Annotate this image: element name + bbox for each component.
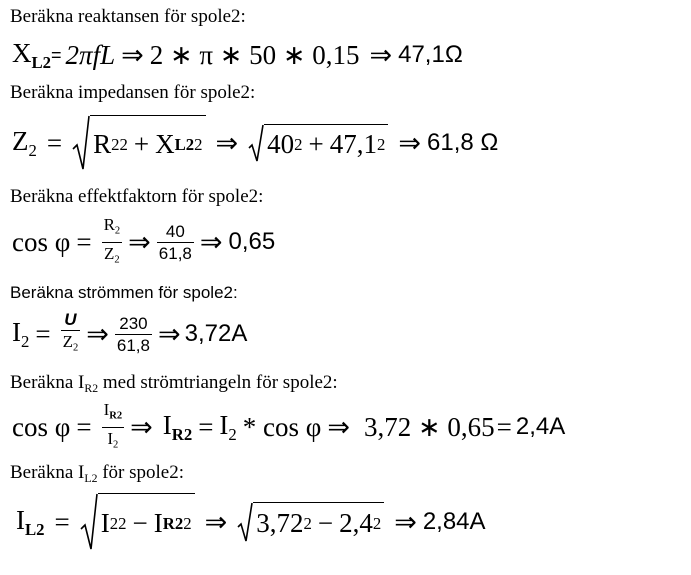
equals: = — [76, 411, 92, 442]
radical-sign-icon — [80, 493, 98, 551]
equation-impedance — [12, 112, 498, 174]
heading-current: Beräkna strömmen för spole2: — [10, 283, 238, 302]
implies-arrow: ⇒ — [130, 411, 153, 442]
radical-sign-icon — [248, 124, 264, 162]
implies-arrow: ⇒ — [398, 127, 421, 158]
sqrt-il2 — [80, 493, 195, 551]
equals: = — [46, 127, 63, 158]
implies-arrow: ⇒ — [157, 318, 181, 349]
i2-symbol: $I_2$ — [219, 409, 237, 444]
equation-il2 — [16, 490, 486, 554]
xl2-symbol: $X_{L2}$ — [12, 37, 52, 72]
ir2-substitution: 3,72 ∗ 0,65 — [364, 411, 495, 442]
fraction-r2-z2: $\frac{R_2}{Z_2}$ — [103, 214, 121, 266]
sqrt-numeric: 3,72 2 − 2,4 2 — [237, 502, 384, 542]
implies-arrow: ⇒ — [86, 318, 109, 349]
fraction-u-z2: $\frac{U}{Z_2}$ — [62, 310, 79, 354]
heading-impedance: Beräkna impedansen för spole2: — [10, 82, 256, 103]
sqrt-impedance — [72, 115, 205, 171]
implies-arrow: ⇒ — [215, 127, 239, 158]
cos-phi: cos φ — [12, 226, 71, 257]
implies-arrow: ⇒ — [369, 39, 393, 70]
reactance-substitution: 2 ∗ π ∗ 50 ∗ 0,15 — [149, 39, 360, 70]
implies-arrow: ⇒ — [327, 411, 350, 442]
equation-reactance — [12, 38, 463, 72]
ir2-symbol: $I_{R2}$ — [162, 409, 193, 444]
implies-arrow: ⇒ — [121, 39, 144, 70]
heading-power-factor: Beräkna effektfaktorn för spole2: — [10, 186, 264, 207]
radicand: I 2 2 − I R2 2 — [98, 493, 195, 551]
equals: = — [198, 411, 214, 442]
fraction-ir2-i2: $\frac{I_{R2}}{I_2}$ — [103, 399, 123, 451]
implies-arrow: ⇒ — [199, 226, 223, 257]
implies-arrow: ⇒ — [128, 226, 151, 257]
equals: = — [496, 411, 512, 442]
implies-arrow: ⇒ — [204, 506, 228, 537]
heading-ir2: Beräkna $I_{R2}$ med strömtriangeln för spole2: — [10, 372, 338, 396]
impedance-result: 61,8 Ω — [427, 129, 499, 156]
times-cos-phi: * cos φ — [242, 411, 322, 442]
fraction-numeric: $\frac{230}{61,8}$ — [116, 313, 150, 355]
z2-symbol: $Z_2$ — [12, 125, 37, 160]
sqrt-numeric: 40 2 + 47,1 2 — [248, 124, 388, 162]
reactance-result: 47,1Ω — [398, 41, 463, 68]
cos-phi: cos φ — [12, 411, 71, 442]
heading-il2: Beräkna $I_{L2}$ för spole2: — [10, 462, 185, 486]
radicand: R 2 2 + X L2 2 — [90, 115, 205, 171]
i2-symbol: $I_2$ — [12, 316, 30, 351]
implies-arrow: ⇒ — [394, 506, 417, 537]
equals: = — [35, 318, 51, 349]
equals: = — [51, 44, 62, 65]
radical-sign-icon — [237, 502, 253, 542]
equation-power-factor — [12, 214, 275, 270]
fraction-numeric: $\frac{40}{61,8}$ — [158, 221, 192, 263]
current-result: 3,72A — [184, 320, 248, 347]
power-factor-result: 0,65 — [228, 228, 276, 255]
reactance-formula: 2πfL — [65, 39, 116, 70]
equals: = — [54, 506, 70, 537]
il2-result: 2,84A — [422, 508, 486, 535]
equals: = — [76, 226, 92, 257]
il2-symbol: $I_{L2}$ — [16, 504, 45, 539]
equation-current — [12, 306, 247, 362]
ir2-result: 2,4A — [515, 413, 566, 440]
heading-reactance: Beräkna reaktansen för spole2: — [10, 6, 246, 27]
equation-ir2 — [12, 398, 565, 456]
radical-sign-icon — [72, 115, 90, 171]
